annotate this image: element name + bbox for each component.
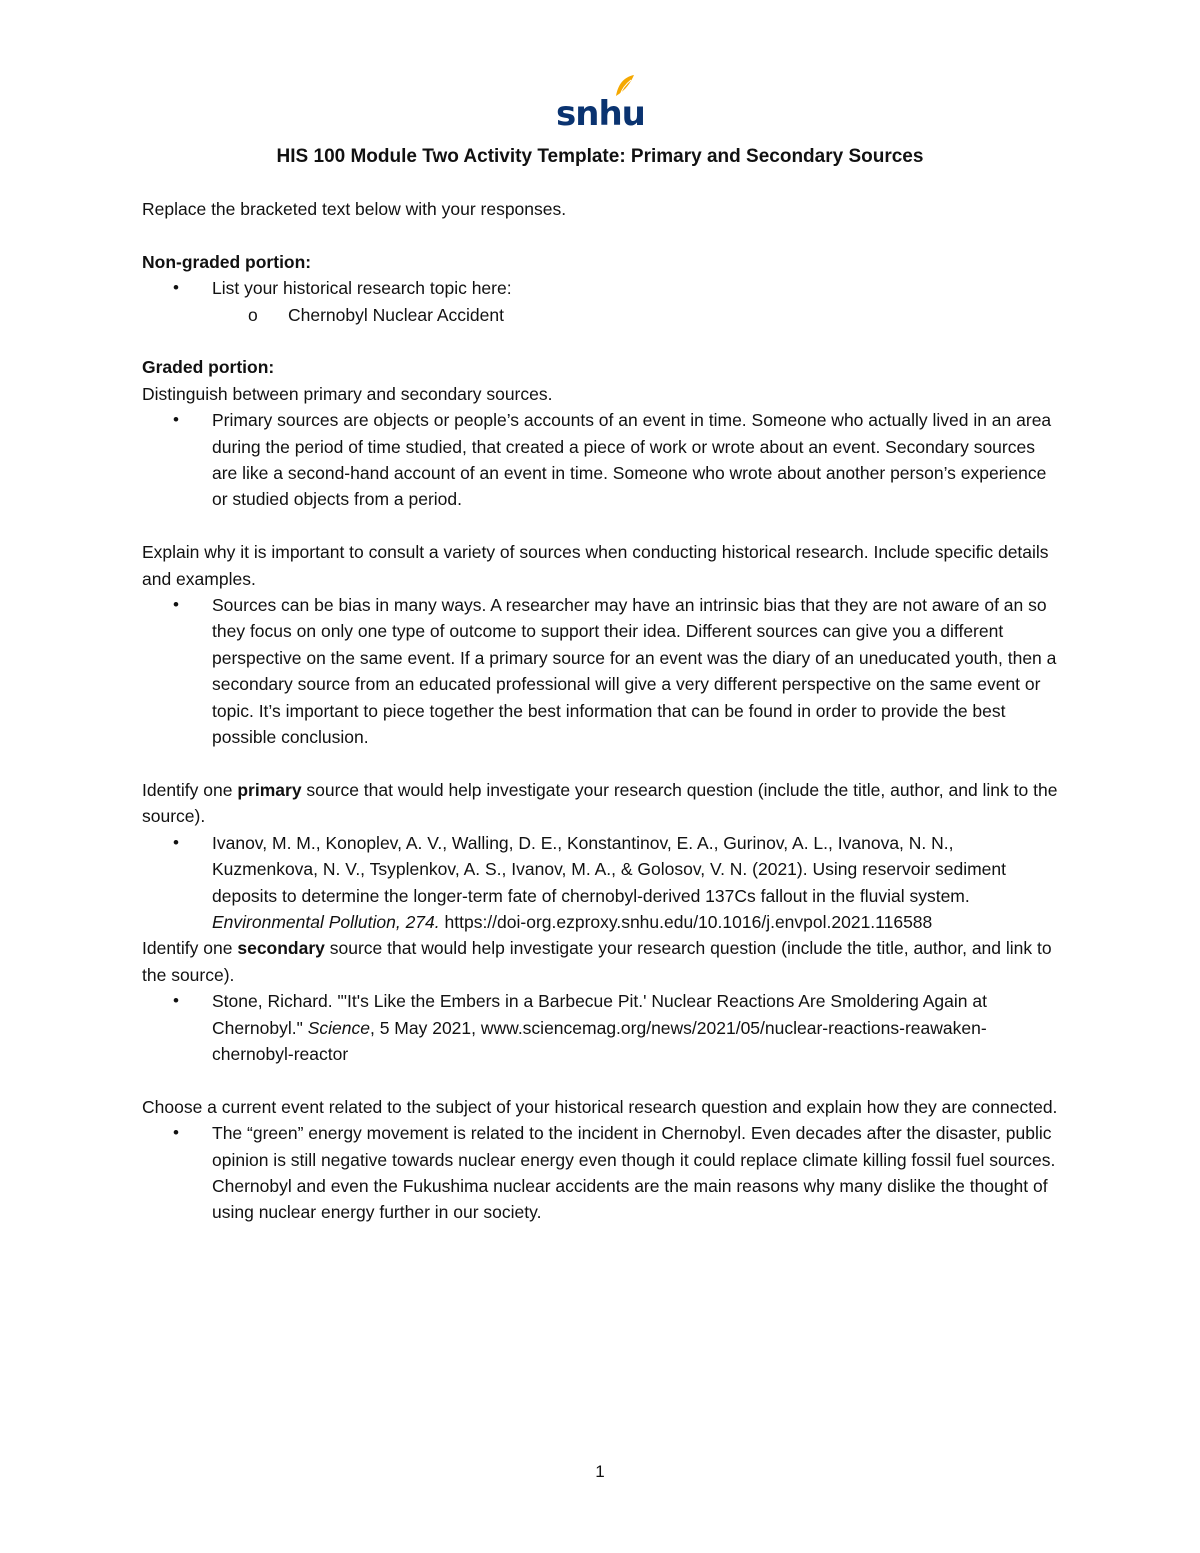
sub-list-item — [142, 302, 1062, 328]
topic-answer: Chernobyl Nuclear Accident — [288, 304, 504, 325]
list-item — [142, 407, 1062, 513]
document-body — [142, 196, 1062, 1226]
q5-prompt: Choose a current event related to the subject of your historical research question and explain how they are connected. — [142, 1096, 1058, 1117]
q2-answer: Sources can be bias in many ways. A researcher may have an intrinsic bias that they are not aware of an so they focus on only one type of outcome to support their idea. Different sources can give you a different perspective on the same event. If a primary source for an event was the diary of an uneducated youth, then a secondary source from an educated professional will give a very different perspective on the same event or topic. It’s important to piece together the best information that can be found in order to provide the best possible conclusion. — [212, 595, 1057, 748]
q5-answer: The “green” energy movement is related to the incident in Chernobyl. Even decades after the disaster, public opinion is still negative towards nuclear energy even though it could replace climate killing fossil fuel sources. Chernobyl and even the Fukushima nuclear accidents are the main reasons why many dislike the thought of using nuclear energy further in our society. — [212, 1123, 1056, 1223]
q2-prompt: Explain why it is important to consult a variety of sources when conducting historical research. Include specific details and examples. — [142, 542, 1049, 589]
q4-answer: Stone, Richard. "'It's Like the Embers in a Barbecue Pit.' Nuclear Reactions Are Smoldering Again at Chernobyl." Science, 5 May 2021, www.sciencemag.org/news/2021/05/nuclear-reactions-reawaken-chernobyl-reactor — [212, 991, 987, 1064]
bullet-icon: • — [173, 1123, 179, 1143]
q3-answer: Ivanov, M. M., Konoplev, A. V., Walling, D. E., Konstantinov, E. A., Gurinov, A. L., Ivanova, N. N., Kuzmenkova, N. V., Tsyplenkov, A. S., Ivanov, M. A., & Golosov, V. N. (2021). Using reservoir sediment deposits to determine the longer-term fate of chernobyl-derived 137Cs fallout in the fluvial system. Environmental Pollution, 274. https://doi-org.ezproxy.snhu.edu/10.1016/j.envpol.2021.116588 — [212, 832, 1007, 932]
page-number: 1 — [595, 1462, 605, 1481]
list-item — [142, 275, 1062, 301]
bullet-icon: • — [173, 832, 179, 852]
circle-bullet-icon: o — [248, 304, 258, 325]
bullet-icon: • — [173, 410, 179, 430]
list-item — [142, 988, 1062, 1067]
graded-heading: Graded portion: — [142, 357, 275, 378]
list-item — [142, 1120, 1062, 1226]
non-graded-heading: Non-graded portion: — [142, 251, 312, 272]
q1-prompt: Distinguish between primary and secondary sources. — [142, 383, 553, 404]
bullet-icon: • — [173, 991, 179, 1011]
snhu-logo — [556, 74, 645, 134]
bullet-icon: • — [173, 595, 179, 615]
bullet-icon: • — [173, 278, 179, 298]
doi-link: https://doi-org.ezproxy.snhu.edu/10.1016/j.envpol.2021.116588 — [439, 911, 933, 932]
intro-text: Replace the bracketed text below with your responses. — [142, 199, 567, 219]
list-item — [142, 592, 1062, 750]
q4-prompt: Identify one secondary source that would help investigate your research question (include the title, author, and link to the source). — [142, 938, 1052, 985]
q1-answer: Primary sources are objects or people’s accounts of an event in time. Someone who actually lived in an area during the period of time studied, that created a piece of work or wrote about an event. Secondary sources are like a second-hand account of an event in time. Someone who wrote about another person’s experience or studied objects from a period. — [212, 410, 1052, 510]
logo-text: snhu — [556, 94, 645, 134]
q3-prompt: Identify one primary source that would help investigate your research question (include the title, author, and link to the source). — [142, 779, 1058, 827]
page-title: HIS 100 Module Two Activity Template: Primary and Secondary Sources — [276, 146, 924, 167]
topic-prompt: List your historical research topic here: — [212, 278, 512, 299]
list-item — [142, 830, 1062, 936]
